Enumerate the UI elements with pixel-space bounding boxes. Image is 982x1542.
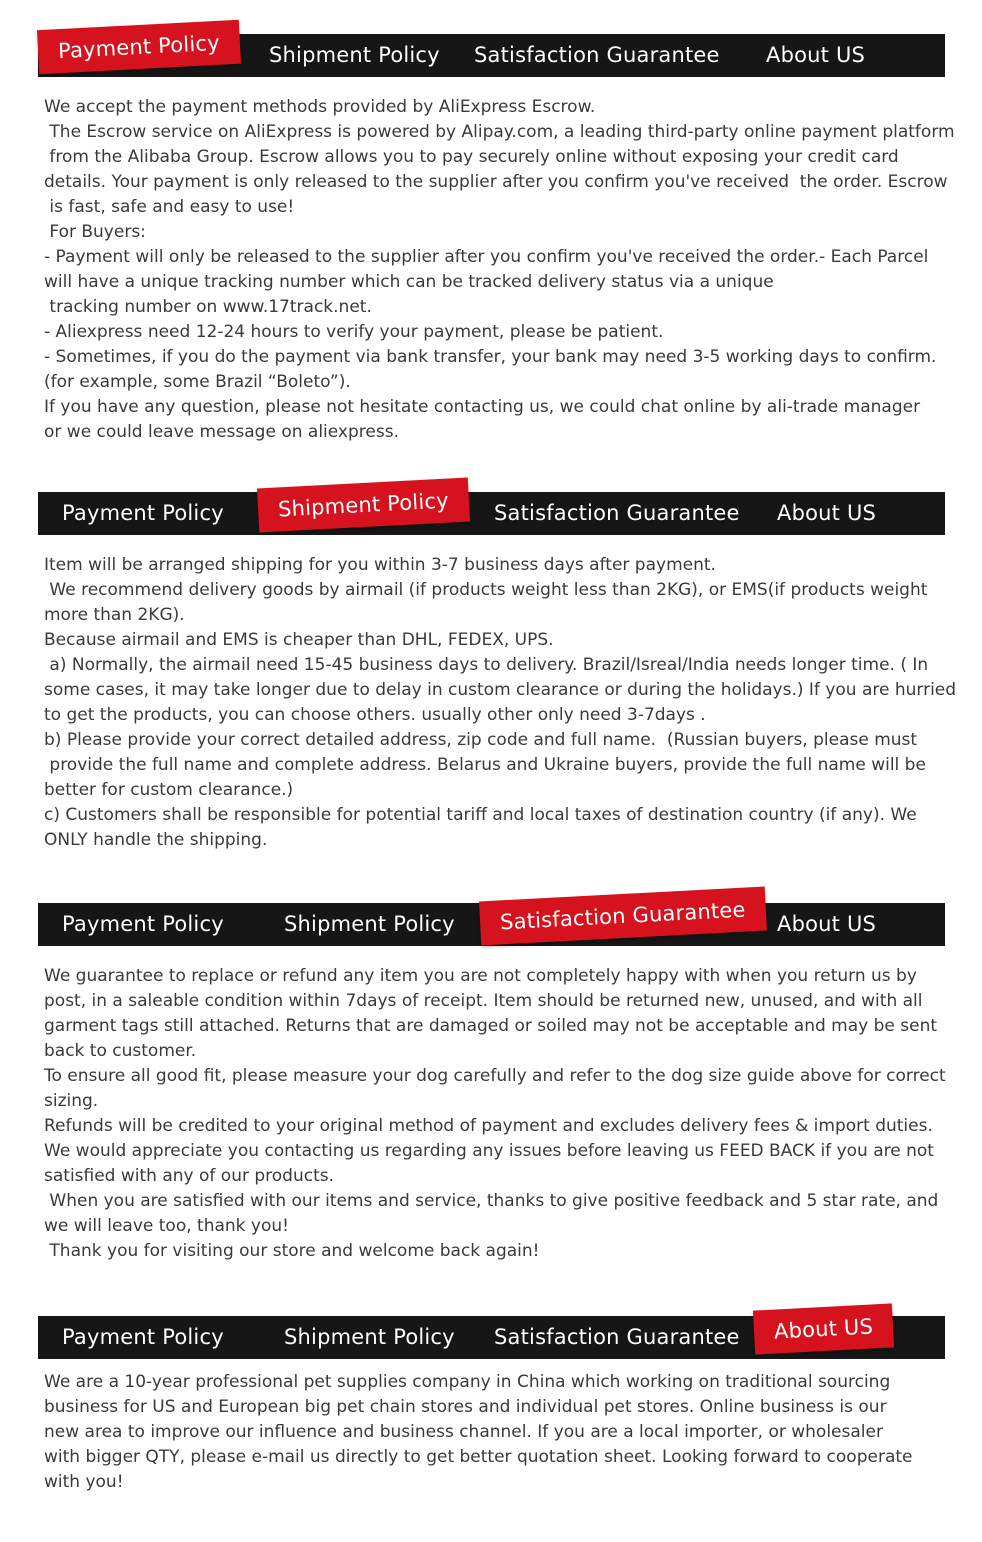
text-line: We guarantee to replace or refund any item you are not completely happy with when you return us by: [44, 966, 917, 986]
text-line: is fast, safe and easy to use!: [44, 197, 295, 217]
text-line: To ensure all good fit, please measure your dog carefully and refer to the dog size guide above for correct: [44, 1066, 946, 1086]
tab-about-us[interactable]: About US: [753, 1303, 894, 1354]
text-line: a) Normally, the airmail need 15-45 business days to delivery. Brazil/Isreal/India needs longer time. ( In: [44, 655, 929, 675]
text-line: We recommend delivery goods by airmail (if products weight less than 2KG), or EMS(if products weight: [44, 580, 928, 600]
text-line: The Escrow service on AliExpress is powered by Alipay.com, a leading third-party online payment platform: [44, 122, 955, 142]
about-us-text: [44, 1370, 964, 1495]
tab-payment-policy[interactable]: Payment Policy: [62, 912, 224, 936]
text-line: We are a 10-year professional pet supplies company in China which working on traditional sourcing: [44, 1372, 891, 1392]
text-line: Refunds will be credited to your original method of payment and excludes delivery fees & import duties.: [44, 1116, 933, 1136]
tab-about-us[interactable]: About US: [777, 912, 877, 936]
satisfaction-guarantee-text: [44, 964, 964, 1264]
text-line: new area to improve our influence and business channel. If you are a local importer, or wholesaler: [44, 1422, 883, 1442]
tab-payment-policy[interactable]: Payment Policy: [37, 20, 241, 75]
text-line: Thank you for visiting our store and welcome back again!: [44, 1241, 540, 1261]
text-line: ONLY handle the shipping.: [44, 830, 268, 850]
text-line: tracking number on www.17track.net.: [44, 297, 372, 317]
text-line: some cases, it may take longer due to delay in custom clearance or during the holidays.) If you are hurried: [44, 680, 957, 700]
tab-bar-payment: [38, 30, 945, 77]
tab-shipment-policy[interactable]: Shipment Policy: [284, 912, 455, 936]
text-line: For Buyers:: [44, 222, 146, 242]
text-line: b) Please provide your correct detailed address, zip code and full name. (Russian buyers, please must: [44, 730, 918, 750]
tab-about-us[interactable]: About US: [777, 501, 877, 525]
text-line: sizing.: [44, 1091, 99, 1111]
text-line: back to customer.: [44, 1041, 197, 1061]
text-line: better for custom clearance.): [44, 780, 294, 800]
tab-satisfaction-guarantee[interactable]: Satisfaction Guarantee: [474, 43, 720, 67]
text-line: to get the products, you can choose others. usually other only need 3-7days .: [44, 705, 706, 725]
tab-bar-shipment: [38, 488, 945, 535]
text-line: details. Your payment is only released to the supplier after you confirm you've received the order. Escrow: [44, 172, 948, 192]
tab-bar-about: [38, 1316, 945, 1359]
text-line: satisfied with any of our products.: [44, 1166, 335, 1186]
text-line: We accept the payment methods provided by AliExpress Escrow.: [44, 97, 596, 117]
text-line: - Sometimes, if you do the payment via bank transfer, your bank may need 3-5 working days to confirm.: [44, 347, 937, 367]
text-line: - Aliexpress need 12-24 hours to verify your payment, please be patient.: [44, 322, 664, 342]
text-line: more than 2KG).: [44, 605, 185, 625]
text-line: from the Alibaba Group. Escrow allows you to pay securely online without exposing your credit card: [44, 147, 899, 167]
tab-about-us[interactable]: About US: [766, 43, 866, 67]
text-line: Because airmail and EMS is cheaper than DHL, FEDEX, UPS.: [44, 630, 554, 650]
tab-bar-satisfaction: [38, 897, 945, 946]
tab-satisfaction-guarantee[interactable]: Satisfaction Guarantee: [479, 887, 767, 946]
text-line: we will leave too, thank you!: [44, 1216, 289, 1236]
text-line: with you!: [44, 1472, 124, 1492]
tab-shipment-policy[interactable]: Shipment Policy: [269, 43, 440, 67]
text-line: - Payment will only be released to the supplier after you confirm you've received the order.- Each Parcel: [44, 247, 929, 267]
text-line: or we could leave message on aliexpress.: [44, 422, 399, 442]
text-line: (for example, some Brazil “Boleto”).: [44, 372, 351, 392]
tab-payment-policy[interactable]: Payment Policy: [62, 501, 224, 525]
text-line: post, in a saleable condition within 7days of receipt. Item should be returned new, unused, and with all: [44, 991, 923, 1011]
text-line: Item will be arranged shipping for you within 3-7 business days after payment.: [44, 555, 716, 575]
tab-satisfaction-guarantee[interactable]: Satisfaction Guarantee: [494, 1325, 740, 1349]
tab-satisfaction-guarantee[interactable]: Satisfaction Guarantee: [494, 501, 740, 525]
text-line: c) Customers shall be responsible for potential tariff and local taxes of destination country (if any). We: [44, 805, 917, 825]
text-line: garment tags still attached. Returns that are damaged or soiled may not be acceptable and may be sent: [44, 1016, 938, 1036]
text-line: When you are satisfied with our items and service, thanks to give positive feedback and 5 star rate, and: [44, 1191, 939, 1211]
text-line: will have a unique tracking number which can be tracked delivery status via a unique: [44, 272, 774, 292]
text-line: business for US and European big pet chain stores and individual pet stores. Online business is our: [44, 1397, 887, 1417]
text-line: We would appreciate you contacting us regarding any issues before leaving us FEED BACK if you are not: [44, 1141, 934, 1161]
text-line: provide the full name and complete address. Belarus and Ukraine buyers, provide the full name will be: [44, 755, 926, 775]
tab-shipment-policy[interactable]: Shipment Policy: [257, 478, 470, 533]
tab-payment-policy[interactable]: Payment Policy: [62, 1325, 224, 1349]
shipment-policy-text: [44, 553, 964, 853]
tab-shipment-policy[interactable]: Shipment Policy: [284, 1325, 455, 1349]
text-line: If you have any question, please not hesitate contacting us, we could chat online by ali-trade manager: [44, 397, 921, 417]
payment-policy-text: [44, 95, 964, 445]
text-line: with bigger QTY, please e-mail us directly to get better quotation sheet. Looking forward to cooperate: [44, 1447, 913, 1467]
